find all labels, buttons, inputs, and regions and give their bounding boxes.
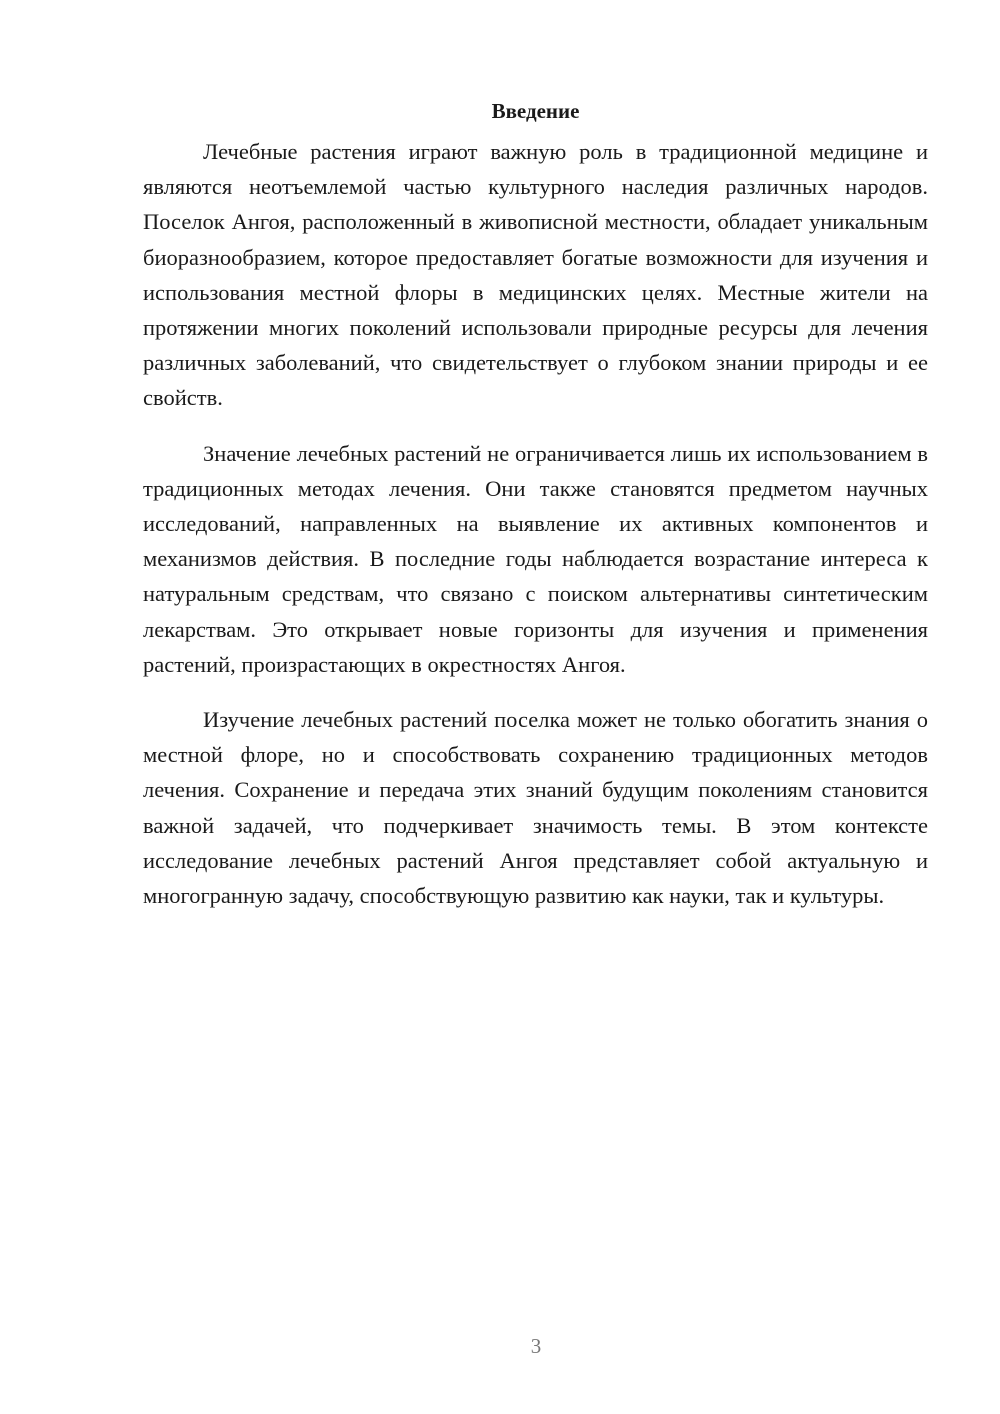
page-number: 3 [530,1334,542,1358]
page-content [143,97,928,933]
section-title: Введение [491,99,580,123]
paragraph-1: Лечебные растения играют важную роль в традиционной медицине и являются неотъемлемой частью культурного наследия различных народов. Поселок Ангоя, расположенный в живописной местности, обладает уникальным биоразнообразием, которое предоставляет богатые возможности для изучения и использования местной флоры в медицинских целях. Местные жители на протяжении многих поколений использовали природные ресурсы для лечения различных заболеваний, что свидетельствует о глубоком знании природы и ее свойств. [143,139,928,411]
paragraph-2: Значение лечебных растений не ограничивается лишь их использованием в традиционных методах лечения. Они также становятся предметом научных исследований, направленных на выявление их активных компонентов и механизмов действия. В последние годы наблюдается возрастание интереса к натуральным средствам, что связано с поиском альтернативы синтетическим лекарствам. Это открывает новые горизонты для изучения и применения растений, произрастающих в окрестностях Ангоя. [143,440,928,677]
paragraph-3: Изучение лечебных растений поселка может не только обогатить знания о местной флоре, но и способствовать сохранению традиционных методов лечения. Сохранение и передача этих знаний будущим поколениям становится важной задачей, что подчеркивает значимость темы. В этом контексте исследование лечебных растений Ангоя представляет собой актуальную и многогранную задачу, способствующую развитию как науки, так и культуры. [143,707,928,909]
